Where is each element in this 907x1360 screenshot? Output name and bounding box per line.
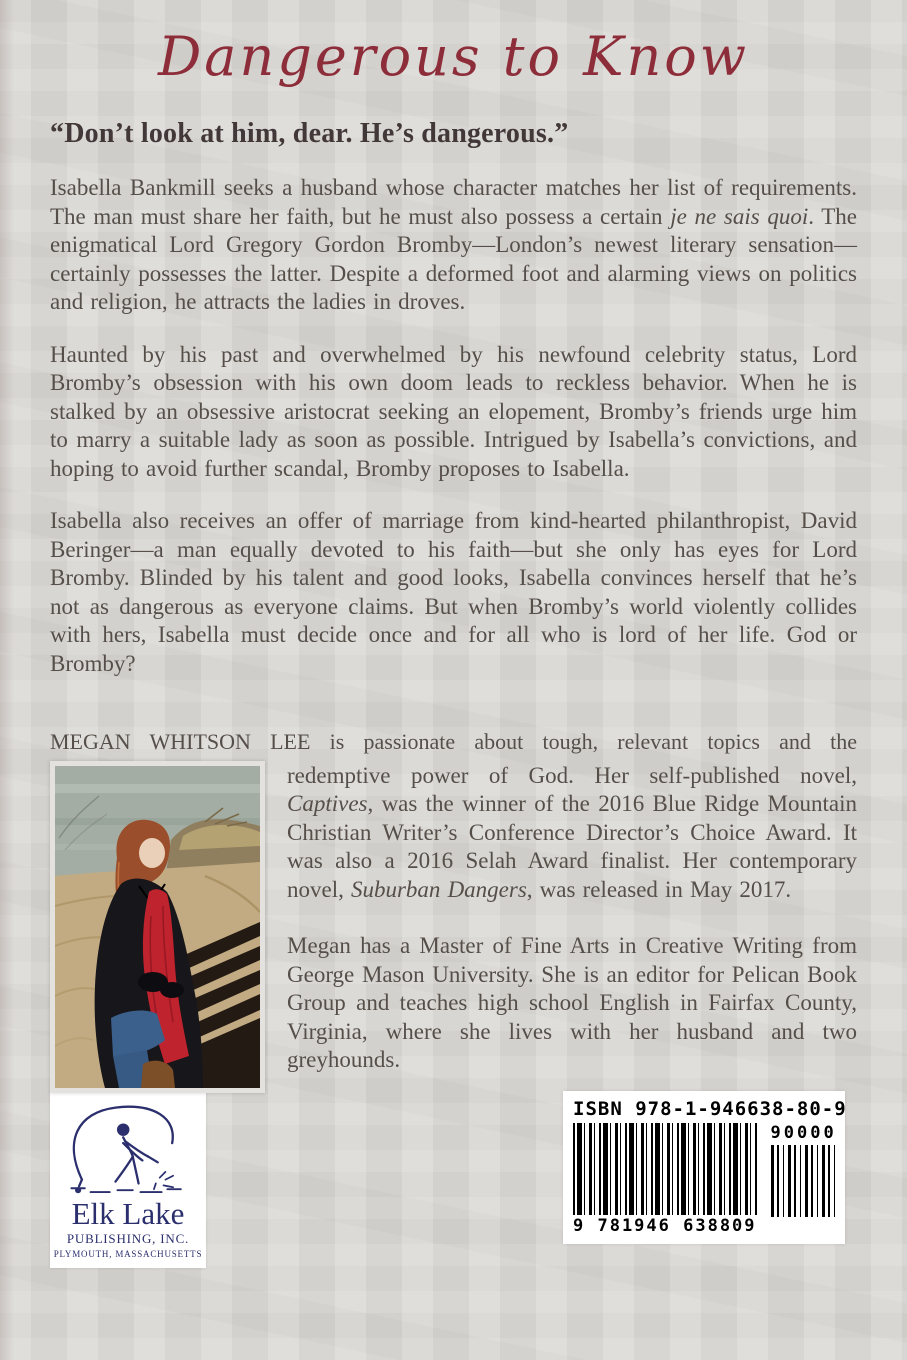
bio-1-text-b: , was the winner of the 2016 Blue Ridge Mountain Christian Writer’s Conference Director’s Choice Award. It was also a 2016 Selah Award finalist. Her contemporary novel, xyxy=(287,791,857,902)
bio-text-column xyxy=(287,757,857,1075)
barcode-main-column xyxy=(573,1123,757,1236)
bio-paragraph-2: Megan has a Master of Fine Arts in Creative Writing from George Mason University. She is an editor for Pelican Book Group and teaches high school English in Fairfax County, Virginia, where she lives with her husband and two greyhounds. xyxy=(287,933,857,1073)
publisher-location-line: PLYMOUTH, MASSACHUSETTS xyxy=(53,1248,203,1259)
synopsis-1-text-b: . The enigmatical Lord Gregory Gordon Bromby—London’s newest literary sensation—certainly possesses the latter. Despite a deformed foot and alarming views on politics and religion, he attracts the ladies in droves. xyxy=(50,203,857,315)
publisher-type-line: PUBLISHING, INC. xyxy=(66,1230,190,1246)
bio-1-text-a: redemptive power of God. Her self-published novel, xyxy=(287,762,857,788)
cover-footer xyxy=(50,1091,857,1268)
bio-paragraph-1 xyxy=(287,762,857,905)
barcode-ean-digits: 9 781946 638809 xyxy=(573,1215,757,1236)
isbn-label: ISBN 978-1-946638-80-9 xyxy=(573,1097,847,1120)
synopsis-1-text-a: Isabella Bankmill seeks a husband whose character matches her list of requirements. The man must share her faith, but he must also possess a certain xyxy=(50,175,857,229)
isbn-barcode xyxy=(563,1091,845,1244)
fisherman-icon xyxy=(56,1097,200,1195)
synopsis-paragraph-3: Isabella also receives an offer of marriage from kind-hearted philanthropist, David Beringer—a man equally devoted to his faith—but she only has eyes for Lord Bromby. Blinded by his talent and good looks, Isabella convinces herself that he’s not as dangerous as everyone claims. But when Bromby’s world violently collides with hers, Isabella must decide once and for all who is lord of her life. God or Bromby? xyxy=(50,508,857,676)
synopsis-paragraph-1 xyxy=(50,174,857,317)
bio-1-book-title-captives: Captives xyxy=(287,791,368,817)
barcode-bars-supplement xyxy=(771,1145,837,1217)
barcode-supplement-column xyxy=(771,1123,837,1236)
publisher-name: Elk Lake xyxy=(71,1195,185,1231)
bio-1-text-c: , was released in May 2017. xyxy=(526,876,792,902)
barcode-price-code: 90000 xyxy=(770,1122,837,1143)
synopsis-paragraph-2: Haunted by his past and overwhelmed by his newfound celebrity status, Lord Bromby’s obsession with his own doom leads to reckless behavior. When he is stalked by an obsessive aristocrat seeking an elopement, Bromby’s friends urge him to marry a suitable lady as soon as possible. Intrigued by Isabella’s convictions, and hoping to avoid further scandal, Bromby proposes to Isabella. xyxy=(50,341,857,481)
author-bio-section xyxy=(50,728,857,1075)
synopsis-1-italic-phrase: je ne sais quoi xyxy=(670,203,809,229)
book-title: Dangerous to Know xyxy=(158,25,749,88)
author-photo xyxy=(50,761,265,1093)
barcode-bars-main xyxy=(573,1123,757,1215)
publisher-logo xyxy=(50,1091,206,1268)
author-photo-illustration xyxy=(55,766,260,1088)
bio-first-line: MEGAN WHITSON LEE is passionate about tough, relevant topics and the xyxy=(50,729,857,755)
bio-1-book-title-suburban-dangers: Suburban Dangers xyxy=(350,876,527,902)
tagline-quote: “Don’t look at him, dear. He’s dangerous.” xyxy=(50,118,569,150)
